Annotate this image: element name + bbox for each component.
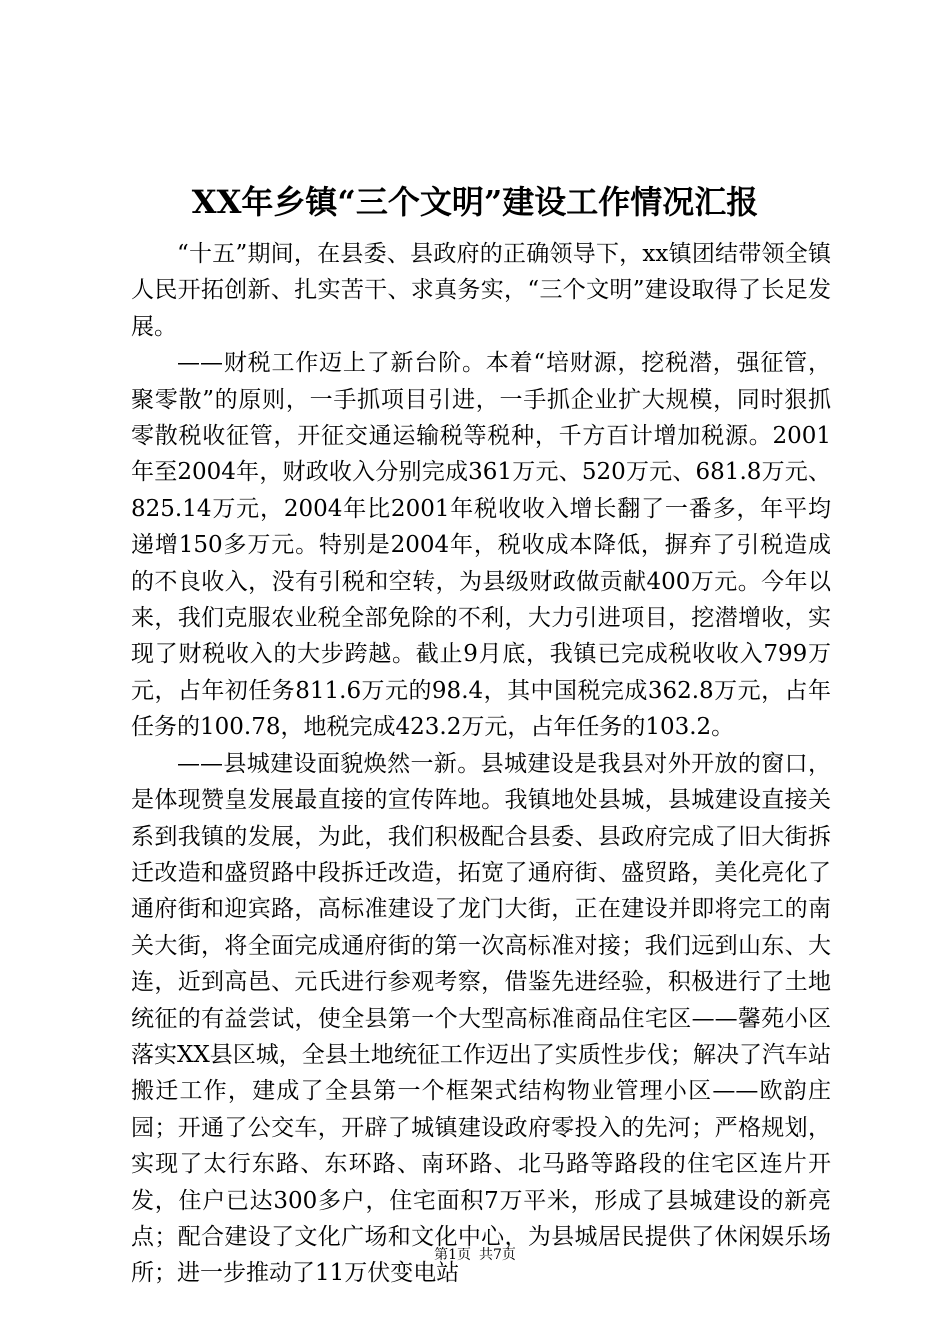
paragraph-intro: “十五”期间，在县委、县政府的正确领导下，xx镇团结带领全镇人民开拓创新、扎实苦干、求真务实，“三个文明”建设取得了长足发展。 — [131, 241, 831, 340]
paragraph-county-construction: ——县城建设面貌焕然一新。县城建设是我县对外开放的窗口，是体现赞皇发展最直接的宣传阵地。我镇地处县城，县城建设直接关系到我镇的发展，为此，我们积极配合县委、县政府完成了旧大街拆迁改造和盛贸路中段拆迁改造，拓宽了通府街、盛贸路，美化亮化了通府街和迎宾路，高标准建设了龙门大街，正在建设并即将完工的南关大街，将全面完成通府街的第一次高标准对接；我们远到山东、大连，近到高邑、元氏进行参观考察，借鉴先进经验，积极进行了土地统征的有益尝试，使全县第一个大型高标准商品住宅区——馨苑小区落实XX县区城，全县土地统征工作迈出了实质性步伐；解决了汽车站搬迁工作，建成了全县第一个框架式结构物业管理小区——欧韵庄园；开通了公交车，开辟了城镇建设政府零投入的先河；严格规划，实现了太行东路、东环路、南环路、北马路等路段的住宅区连片开发，住户已达300多户，住宅面积7万平米，形成了县城建设的新亮点；配合建设了文化广场和文化中心，为县城居民提供了休闲娱乐场所；进一步推动了11万伏变电站 — [131, 750, 831, 1287]
page-total: 共7页 — [479, 1247, 516, 1263]
page-footer — [0, 1245, 950, 1265]
paragraph-finance-tax: ——财税工作迈上了新台阶。本着“培财源，挖税潜，强征管，聚零散”的原则，一手抓项目引进，一手抓企业扩大规模，同时狠抓零散税收征管，开征交通运输税等税种，千方百计增加税源。2001年至2004年，财政收入分别完成361万元、520万元、681.8万元、825.14万元，2004年比2001年税收收入增长翻了一番多，年平均递增150多万元。特别是2004年，税收成本降低，摒弃了引税造成的不良收入，没有引税和空转，为县级财政做贡献400万元。今年以来，我们克服农业税全部免除的不利，大力引进项目，挖潜增收，实现了财税收入的大步跨越。截止9月底，我镇已完成税收收入799万元，占年初任务811.6万元的98.4，其中国税完成362.8万元，占年任务的100.78，地税完成423.2万元，占年任务的103.2。 — [131, 350, 831, 741]
document-body — [131, 236, 831, 1292]
page-number: 第1页 — [434, 1247, 471, 1263]
document-title: XX年乡镇“三个文明”建设工作情况汇报 — [191, 183, 759, 221]
